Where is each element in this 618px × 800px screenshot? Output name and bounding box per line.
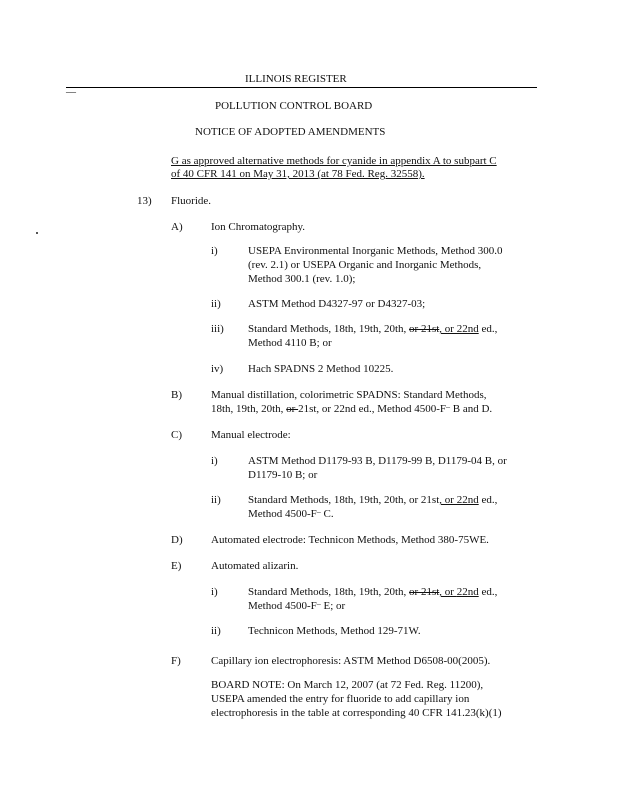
item-a-letter: A) (171, 221, 183, 233)
item-a-i-line-3: Method 300.1 (rev. 1.0); (248, 273, 356, 285)
item-e-ii-num: ii) (211, 625, 221, 637)
item-a-i-line-2: (rev. 2.1) or USEPA Organic and Inorganic Methods, (248, 259, 482, 271)
item-a-i-num: i) (211, 245, 218, 257)
item-b-letter: B) (171, 389, 182, 401)
item-c-title: Manual electrode: (211, 429, 291, 441)
item-c-ii-line-1: Standard Methods, 18th, 19th, 20th, or 21st, or 22nd ed., (248, 494, 498, 506)
item-f-text: Capillary ion electrophoresis: ASTM Method D6508-00(2005). (211, 655, 491, 667)
header-dash: __ (66, 83, 76, 94)
item-a-iv-num: iv) (211, 363, 224, 375)
item-b-line-1: Manual distillation, colorimetric SPADNS: Standard Methods, (211, 389, 487, 401)
item-e-i-line-1: Standard Methods, 18th, 19th, 20th, or 21st, or 22nd ed., (248, 586, 498, 598)
item-e-ii-line-1: Technicon Methods, Method 129-71W. (248, 625, 421, 637)
item-c-ii-line-2: Method 4500-F– C. (248, 507, 334, 520)
item-a-title: Ion Chromatography. (211, 221, 305, 233)
item-d-text: Automated electrode: Technicon Methods, Method 380-75WE. (211, 534, 489, 546)
board-note-line-2: USEPA amended the entry for fluoride to add capillary ion (211, 693, 470, 705)
item-a-i-line-1: USEPA Environmental Inorganic Methods, Method 300.0 (248, 245, 503, 257)
item-c-ii-num: ii) (211, 494, 221, 506)
item-e-letter: E) (171, 560, 182, 572)
header-rule (66, 87, 537, 88)
item-c-i-line-1: ASTM Method D1179-93 B, D1179-99 B, D1179-04 B, or (248, 455, 507, 467)
item-a-ii-line-1: ASTM Method D4327-97 or D4327-03; (248, 298, 426, 310)
intro-line-1: G as approved alternative methods for cyanide in appendix A to subpart C (171, 155, 497, 167)
item-e-title: Automated alizarin. (211, 560, 299, 572)
item-e-i-num: i) (211, 586, 218, 598)
item-c-letter: C) (171, 429, 182, 441)
notice-title: NOTICE OF ADOPTED AMENDMENTS (195, 126, 386, 138)
section-number: 13) (137, 195, 152, 207)
item-a-ii-num: ii) (211, 298, 221, 310)
board-note-line-3: electrophoresis in the table at corresponding 40 CFR 141.23(k)(1) (211, 707, 502, 719)
item-b-line-2: 18th, 19th, 20th, or 21st, or 22nd ed., Method 4500-F– B and D. (211, 402, 493, 415)
board-note-line-1: BOARD NOTE: On March 12, 2007 (at 72 Fed. Reg. 11200), (211, 679, 484, 691)
item-c-i-num: i) (211, 455, 218, 467)
agency-title: POLLUTION CONTROL BOARD (215, 100, 373, 112)
item-a-iii-line-1: Standard Methods, 18th, 19th, 20th, or 21st, or 22nd ed., (248, 323, 498, 335)
item-a-iii-num: iii) (211, 323, 224, 335)
item-a-iii-line-2: Method 4110 B; or (248, 337, 332, 349)
item-d-letter: D) (171, 534, 183, 546)
item-e-i-line-2: Method 4500-F– E; or (248, 599, 346, 612)
item-a-iv-line-1: Hach SPADNS 2 Method 10225. (248, 363, 394, 375)
stray-mark (36, 232, 38, 234)
register-title: ILLINOIS REGISTER (245, 73, 347, 85)
item-c-i-line-2: D1179-10 B; or (248, 469, 318, 481)
intro-line-2: of 40 CFR 141 on May 31, 2013 (at 78 Fed. Reg. 32558). (171, 168, 425, 180)
item-f-letter: F) (171, 655, 181, 667)
section-title: Fluoride. (171, 195, 212, 207)
